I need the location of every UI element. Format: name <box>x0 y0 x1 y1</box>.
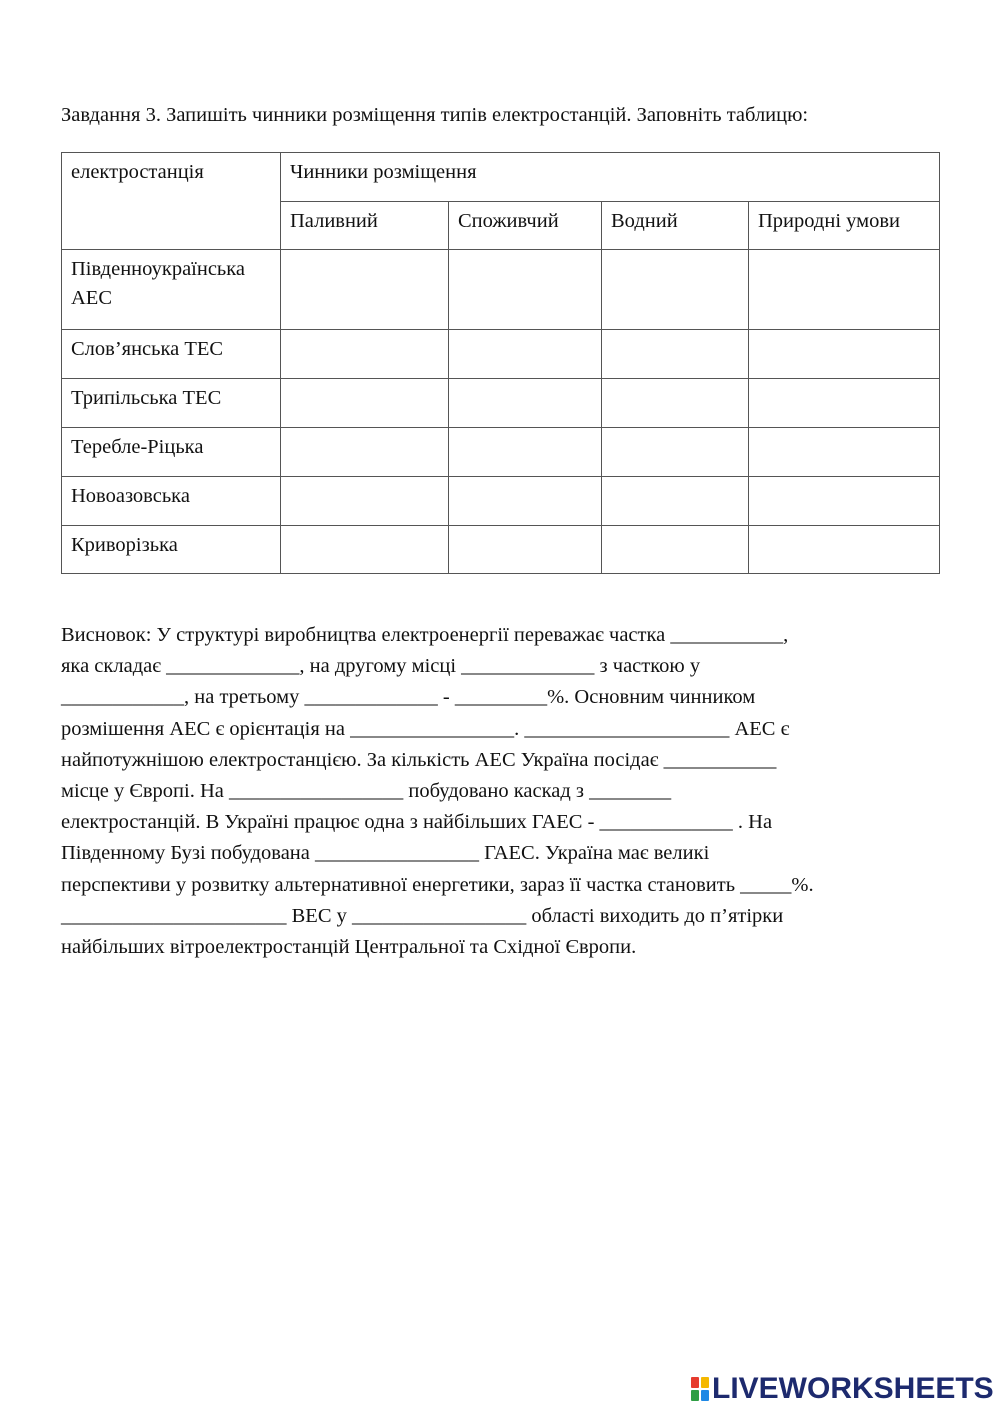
answer-cell-consumer[interactable] <box>449 250 602 330</box>
answer-cell-fuel[interactable] <box>281 250 449 330</box>
answer-cell-water[interactable] <box>602 428 749 477</box>
answer-cell-consumer[interactable] <box>449 379 602 428</box>
conclusion-line: Південному Бузі побудована ________________ ГАЕС. Україна має великі <box>61 842 710 865</box>
table-row <box>62 250 940 330</box>
station-name: Південноукраїнська АЕС <box>62 250 281 330</box>
answer-cell-fuel[interactable] <box>281 477 449 526</box>
conclusion-line: місце у Європі. На _________________ побудовано каскад з ________ <box>61 780 672 803</box>
logo-text: LIVEWORKSHEETS <box>712 1372 994 1405</box>
answer-cell-water[interactable] <box>602 330 749 379</box>
answer-cell-water[interactable] <box>602 250 749 330</box>
header-station: електростанція <box>62 153 281 250</box>
answer-cell-consumer[interactable] <box>449 526 602 574</box>
answer-cell-natural[interactable] <box>749 526 940 574</box>
answer-cell-natural[interactable] <box>749 379 940 428</box>
station-name: Новоазовська <box>62 477 281 526</box>
table-row <box>62 477 940 526</box>
header-fuel: Паливний <box>281 202 449 250</box>
logo-mark-icon <box>691 1377 709 1401</box>
answer-cell-fuel[interactable] <box>281 379 449 428</box>
table-row <box>62 428 940 477</box>
station-name: Слов’янська ТЕС <box>62 330 281 379</box>
header-factors: Чинники розміщення <box>281 153 940 202</box>
conclusion-paragraph <box>61 620 941 963</box>
answer-cell-fuel[interactable] <box>281 526 449 574</box>
power-plants-table <box>61 152 940 574</box>
answer-cell-natural[interactable] <box>749 428 940 477</box>
logo-square-red <box>691 1377 699 1388</box>
conclusion-line: розмішення АЕС є орієнтація на ________________. ____________________ АЕС є <box>61 717 790 740</box>
answer-cell-water[interactable] <box>602 477 749 526</box>
station-name: Трипільська ТЕС <box>62 379 281 428</box>
station-name: Криворізька <box>62 526 281 574</box>
header-natural-conditions: Природні умови <box>749 202 940 250</box>
logo-square-green <box>691 1390 699 1401</box>
liveworksheets-logo <box>691 1372 994 1406</box>
table-row <box>62 379 940 428</box>
logo-square-blue <box>701 1390 709 1401</box>
answer-cell-water[interactable] <box>602 526 749 574</box>
conclusion-line: ______________________ ВЕС у _________________ області виходить до п’ятірки <box>61 904 784 927</box>
answer-cell-fuel[interactable] <box>281 330 449 379</box>
logo-square-yellow <box>701 1377 709 1388</box>
conclusion-line: перспективи у розвитку альтернативної енергетики, зараз її частка становить _____%. <box>61 873 814 896</box>
station-name: Теребле-Ріцька <box>62 428 281 477</box>
table-row <box>62 330 940 379</box>
answer-cell-natural[interactable] <box>749 250 940 330</box>
conclusion-line: найпотужнішою електростанцією. За кількість АЕС Україна посідає ___________ <box>61 748 777 771</box>
header-consumer: Споживчий <box>449 202 602 250</box>
answer-cell-consumer[interactable] <box>449 330 602 379</box>
conclusion-line: найбільших вітроелектростанцій Центральної та Східної Європи. <box>61 936 637 959</box>
answer-cell-natural[interactable] <box>749 477 940 526</box>
conclusion-line: Висновок: У структурі виробництва електроенергії переважає частка ___________, <box>61 624 789 646</box>
header-water: Водний <box>602 202 749 250</box>
conclusion-line: яка складає _____________, на другому місці _____________ з часткою у <box>61 655 701 678</box>
answer-cell-water[interactable] <box>602 379 749 428</box>
conclusion-line: ____________, на третьому _____________ - _________%. Основним чинником <box>61 686 756 709</box>
table-row <box>62 526 940 574</box>
answer-cell-consumer[interactable] <box>449 477 602 526</box>
answer-cell-fuel[interactable] <box>281 428 449 477</box>
answer-cell-consumer[interactable] <box>449 428 602 477</box>
answer-cell-natural[interactable] <box>749 330 940 379</box>
conclusion-line: електростанцій. В Україні працює одна з найбільших ГАЕС - _____________ . На <box>61 811 773 834</box>
task-instruction: Завдання 3. Запишіть чинники розміщення типів електростанцій. Заповніть таблицю: <box>61 104 809 126</box>
